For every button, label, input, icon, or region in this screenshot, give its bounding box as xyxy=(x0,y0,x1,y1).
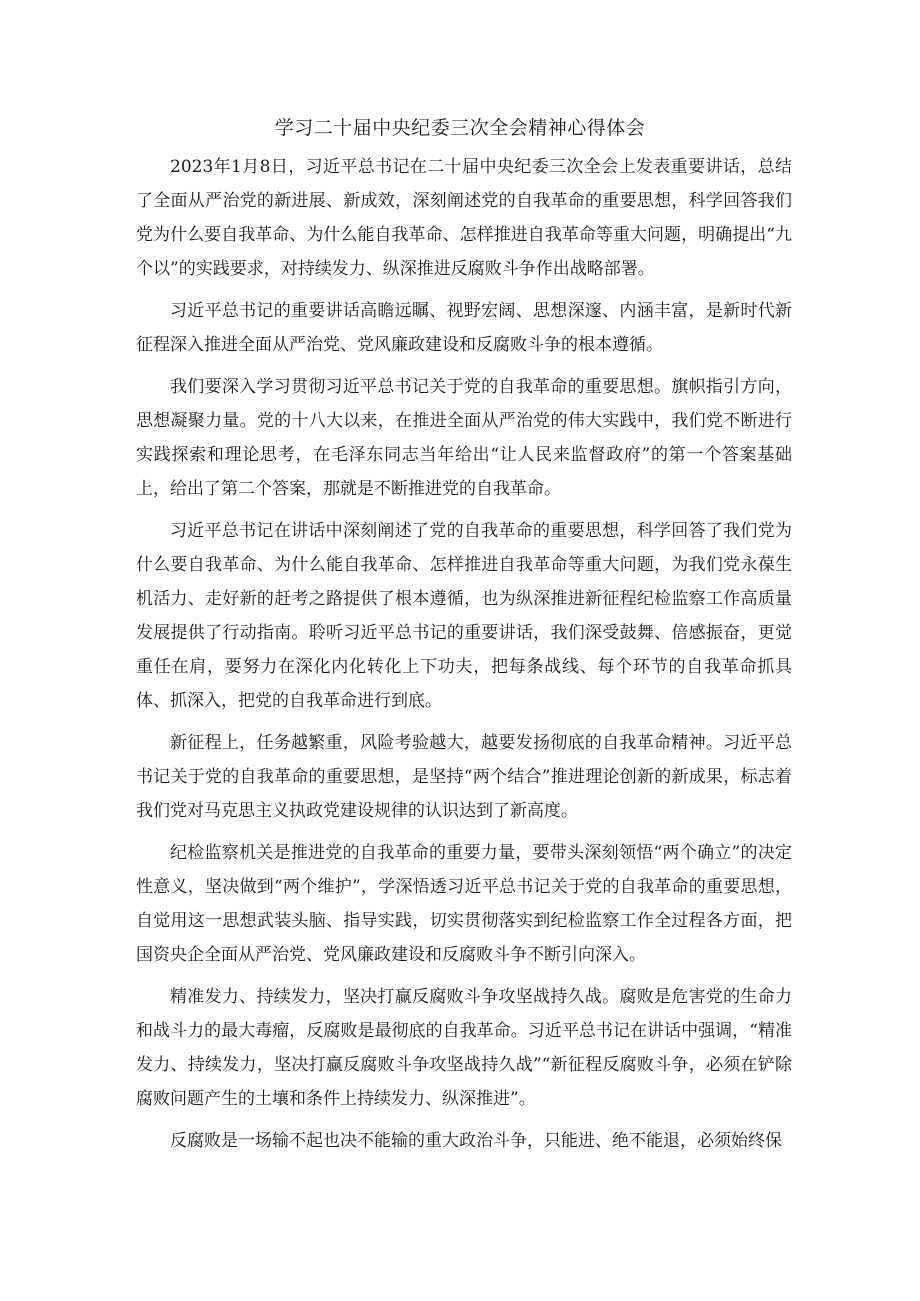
document-title: 学习二十届中央纪委三次全会精神心得体会 xyxy=(274,117,646,139)
paragraph-1: 2023年1月8日，习近平总书记在二十届中央纪委三次全会上发表重要讲话，总结了全面从严治党的新进展、新成效，深刻阐述党的自我革命的重要思想，科学回答我们党为什么要自我革命、为什么能自我革命、怎样推进自我革命等重大问题，明确提出“九个以”的实践要求，对持续发力、纵深推进反腐败斗争作出战略部署。 xyxy=(136,157,792,279)
paragraph-6: 纪检监察机关是推进党的自我革命的重要力量，要带头深刻领悟“两个确立”的决定性意义，坚决做到“两个维护”，学深悟透习近平总书记关于党的自我革命的重要思想，自觉用这一思想武装头脑、指导实践，切实贯彻落实到纪检监察工作全过程各方面，把国资央企全面从严治党、党风廉政建设和反腐败斗争不断引向深入。 xyxy=(136,843,792,965)
paragraph-7: 精准发力、持续发力，坚决打赢反腐败斗争攻坚战持久战。腐败是危害党的生命力和战斗力的最大毒瘤，反腐败是最彻底的自我革命。习近平总书记在讲话中强调，“精准发力、持续发力，坚决打赢反腐败斗争攻坚战持久战”“新征程反腐败斗争，必须在铲除腐败问题产生的土壤和条件上持续发力、纵深推进”。 xyxy=(136,987,792,1109)
paragraph-3: 我们要深入学习贯彻习近平总书记关于党的自我革命的重要思想。旗帜指引方向，思想凝聚力量。党的十八大以来，在推进全面从严治党的伟大实践中，我们党不断进行实践探索和理论思考，在毛泽东同志当年给出“让人民来监督政府”的第一个答案基础上，给出了第二个答案，那就是不断推进党的自我革命。 xyxy=(136,377,792,499)
paragraph-5: 新征程上，任务越繁重，风险考验越大，越要发扬彻底的自我革命精神。习近平总书记关于党的自我革命的重要思想，是坚持“两个结合”推进理论创新的新成果，标志着我们党对马克思主义执政党建设规律的认识达到了新高度。 xyxy=(136,733,792,821)
paragraph-4: 习近平总书记在讲话中深刻阐述了党的自我革命的重要思想，科学回答了我们党为什么要自我革命、为什么能自我革命、怎样推进自我革命等重大问题，为我们党永葆生机活力、走好新的赶考之路提供了根本遵循，也为纵深推进新征程纪检监察工作高质量发展提供了行动指南。聆听习近平总书记的重要讲话，我们深受鼓舞、倍感振奋，更觉重任在肩，要努力在深化内化转化上下功夫，把每条战线、每个环节的自我革命抓具体、抓深入，把党的自我革命进行到底。 xyxy=(136,521,792,711)
paragraph-8: 反腐败是一场输不起也决不能输的重大政治斗争，只能进、绝不能退，必须始终保 xyxy=(170,1131,782,1151)
document-body xyxy=(136,150,792,1166)
paragraph-2: 习近平总书记的重要讲话高瞻远瞩、视野宏阔、思想深邃、内涵丰富，是新时代新征程深入推进全面从严治党、党风廉政建设和反腐败斗争的根本遵循。 xyxy=(136,301,792,355)
